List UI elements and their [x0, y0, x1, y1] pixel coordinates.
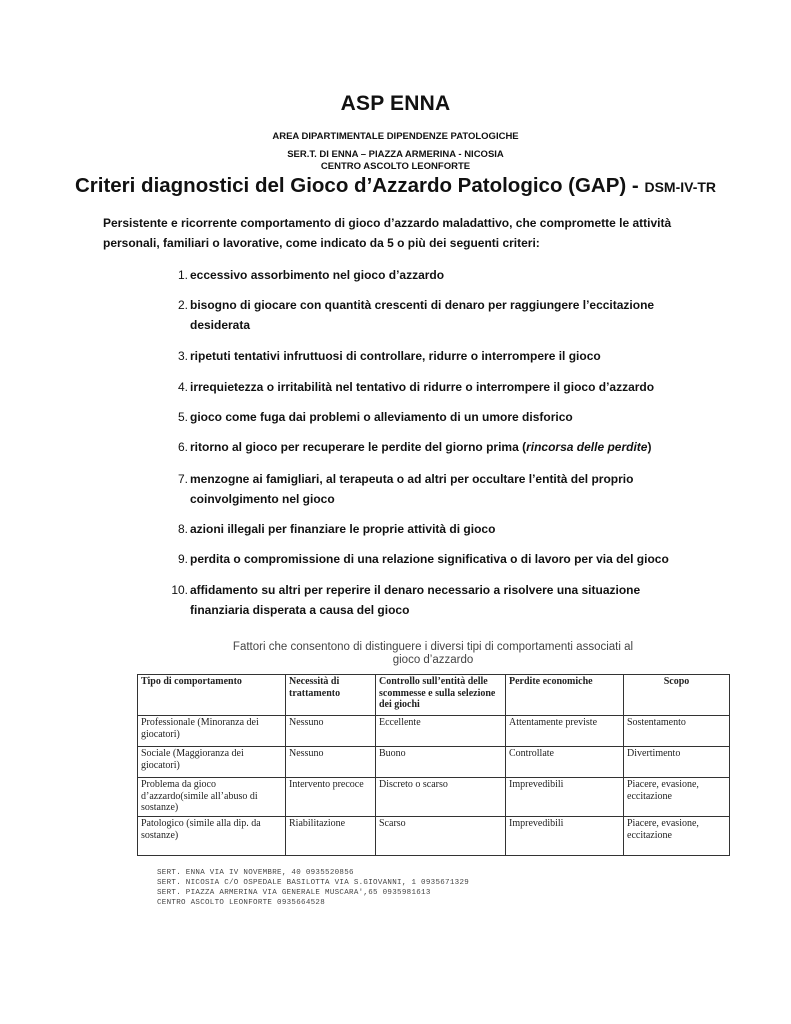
criterion-text	[190, 519, 670, 539]
column-header: Scopo	[624, 675, 730, 716]
criterion-text-main: affidamento su altri per reperire il denaro necessario a risolvere una situazione finanziaria disperata a causa del gioco	[190, 583, 641, 617]
table-cell: Eccellente	[376, 716, 506, 747]
table-cell: Sociale (Maggioranza dei giocatori)	[138, 747, 286, 778]
sert-addresses-footer	[157, 868, 717, 908]
criterion-text	[190, 549, 670, 569]
criterion-number: 8.	[177, 522, 188, 536]
column-header: Perdite economiche	[506, 675, 624, 716]
table-cell: Attentamente previste	[506, 716, 624, 747]
address-line: SERT. PIAZZA ARMERINA VIA GENERALE MUSCARA',65 0935981613	[157, 889, 431, 897]
table-cell: Imprevedibili	[506, 817, 624, 856]
column-header: Necessità di trattamento	[286, 675, 376, 716]
criterion-number: 2.	[177, 298, 188, 312]
table-cell: Intervento precoce	[286, 778, 376, 817]
listening-center: CENTRO ASCOLTO LEONFORTE	[320, 161, 471, 172]
criterion-text-italic: rincorsa delle perdite	[526, 440, 648, 454]
table-cell: Imprevedibili	[506, 778, 624, 817]
table-caption	[133, 641, 733, 667]
criterion-text	[190, 469, 670, 509]
sert-locations: SER.T. DI ENNA – PIAZZA ARMERINA - NICOSIA	[287, 149, 504, 160]
department-heading: AREA DIPARTIMENTALE DIPENDENZE PATOLOGICHE	[272, 131, 519, 142]
criterion-number: 1.	[177, 268, 188, 282]
criterion-text-main: gioco come fuga dai problemi o alleviamento di un umore disforico	[190, 410, 573, 424]
criterion-text-after: )	[647, 440, 652, 454]
criterion-text	[190, 265, 670, 285]
criterion-text	[190, 407, 670, 427]
table-cell: Patologico (simile alla dip. da sostanze)	[138, 817, 286, 856]
behavior-factors-table	[137, 674, 730, 856]
criterion-number: 3.	[177, 349, 188, 363]
table-cell: Problema da gioco d’azzardo(simile all’abuso di sostanze)	[138, 778, 286, 817]
table-header-row	[138, 675, 730, 716]
criterion-text	[190, 346, 670, 366]
table-cell: Professionale (Minoranza dei giocatori)	[138, 716, 286, 747]
table-caption-line: gioco d’azzardo	[392, 654, 474, 666]
table-cell: Discreto o scarso	[376, 778, 506, 817]
table-row	[138, 716, 730, 747]
criterion-number: 5.	[177, 410, 188, 424]
table-cell: Nessuno	[286, 716, 376, 747]
column-header: Controllo sull’entità delle scommesse e sulla selezione dei giochi	[376, 675, 506, 716]
criterion-text-main: menzogne ai famigliari, al terapeuta o ad altri per occultare l’entità del proprio coinvolgimento nel gioco	[190, 472, 634, 506]
criterion-number: 7.	[177, 472, 188, 486]
criterion-text	[190, 437, 670, 457]
table-cell: Piacere, evasione, eccitazione	[624, 778, 730, 817]
table-cell: Scarso	[376, 817, 506, 856]
address-line: CENTRO ASCOLTO LEONFORTE 0935664528	[157, 899, 326, 907]
criterion-text-main: irrequietezza o irritabilità nel tentativo di ridurre o interrompere il gioco d’azzardo	[190, 380, 655, 394]
criterion-text-main: ritorno al gioco per recuperare le perdite del giorno prima (	[190, 440, 527, 454]
table-caption-line: Fattori che consentono di distinguere i diversi tipi di comportamenti associati al	[232, 641, 634, 653]
table-cell: Divertimento	[624, 747, 730, 778]
criterion-text	[190, 295, 670, 335]
document-title-suffix: DSM-IV-TR	[644, 179, 717, 195]
table-row	[138, 747, 730, 778]
address-line: SERT. ENNA VIA IV NOVEMBRE, 40 0935520856	[157, 869, 354, 877]
criterion-text-main: ripetuti tentativi infruttuosi di controllare, ridurre o interrompere il gioco	[190, 349, 601, 363]
table-row	[138, 817, 730, 856]
document-title-text: Criteri diagnostici del Gioco d’Azzardo Patologico (GAP) -	[74, 174, 645, 197]
criterion-number: 9.	[177, 552, 188, 566]
criterion-number: 10.	[171, 583, 188, 597]
table-cell: Buono	[376, 747, 506, 778]
criterion-number: 6.	[177, 440, 188, 454]
criterion-number: 4.	[177, 380, 188, 394]
scanned-table-image	[133, 636, 733, 932]
criterion-text-main: eccessivo assorbimento nel gioco d’azzardo	[190, 268, 445, 282]
table-cell: Controllate	[506, 747, 624, 778]
table-cell: Riabilitazione	[286, 817, 376, 856]
criterion-text	[190, 377, 670, 397]
criterion-text-main: perdita o compromissione di una relazione significativa o di lavoro per via del gioco	[190, 552, 669, 566]
intro-paragraph: Persistente e ricorrente comportamento di gioco d’azzardo maladattivo, che compromette le attività personali, familiari o lavorative, come indicato da 5 o più dei seguenti criteri:	[103, 216, 672, 250]
table-cell: Sostentamento	[624, 716, 730, 747]
address-line: SERT. NICOSIA C/O OSPEDALE BASILOTTA VIA S.GIOVANNI, 1 0935671329	[157, 879, 470, 887]
criterion-text-main: bisogno di giocare con quantità crescenti di denaro per raggiungere l’eccitazione desiderata	[190, 298, 655, 332]
document-title	[0, 174, 791, 198]
organization-title: ASP ENNA	[340, 92, 451, 115]
table-cell: Piacere, evasione, eccitazione	[624, 817, 730, 856]
table-row	[138, 778, 730, 817]
criterion-text	[190, 580, 670, 620]
criterion-text-main: azioni illegali per finanziare le proprie attività di gioco	[190, 522, 496, 536]
table-cell: Nessuno	[286, 747, 376, 778]
column-header: Tipo di comportamento	[138, 675, 286, 716]
